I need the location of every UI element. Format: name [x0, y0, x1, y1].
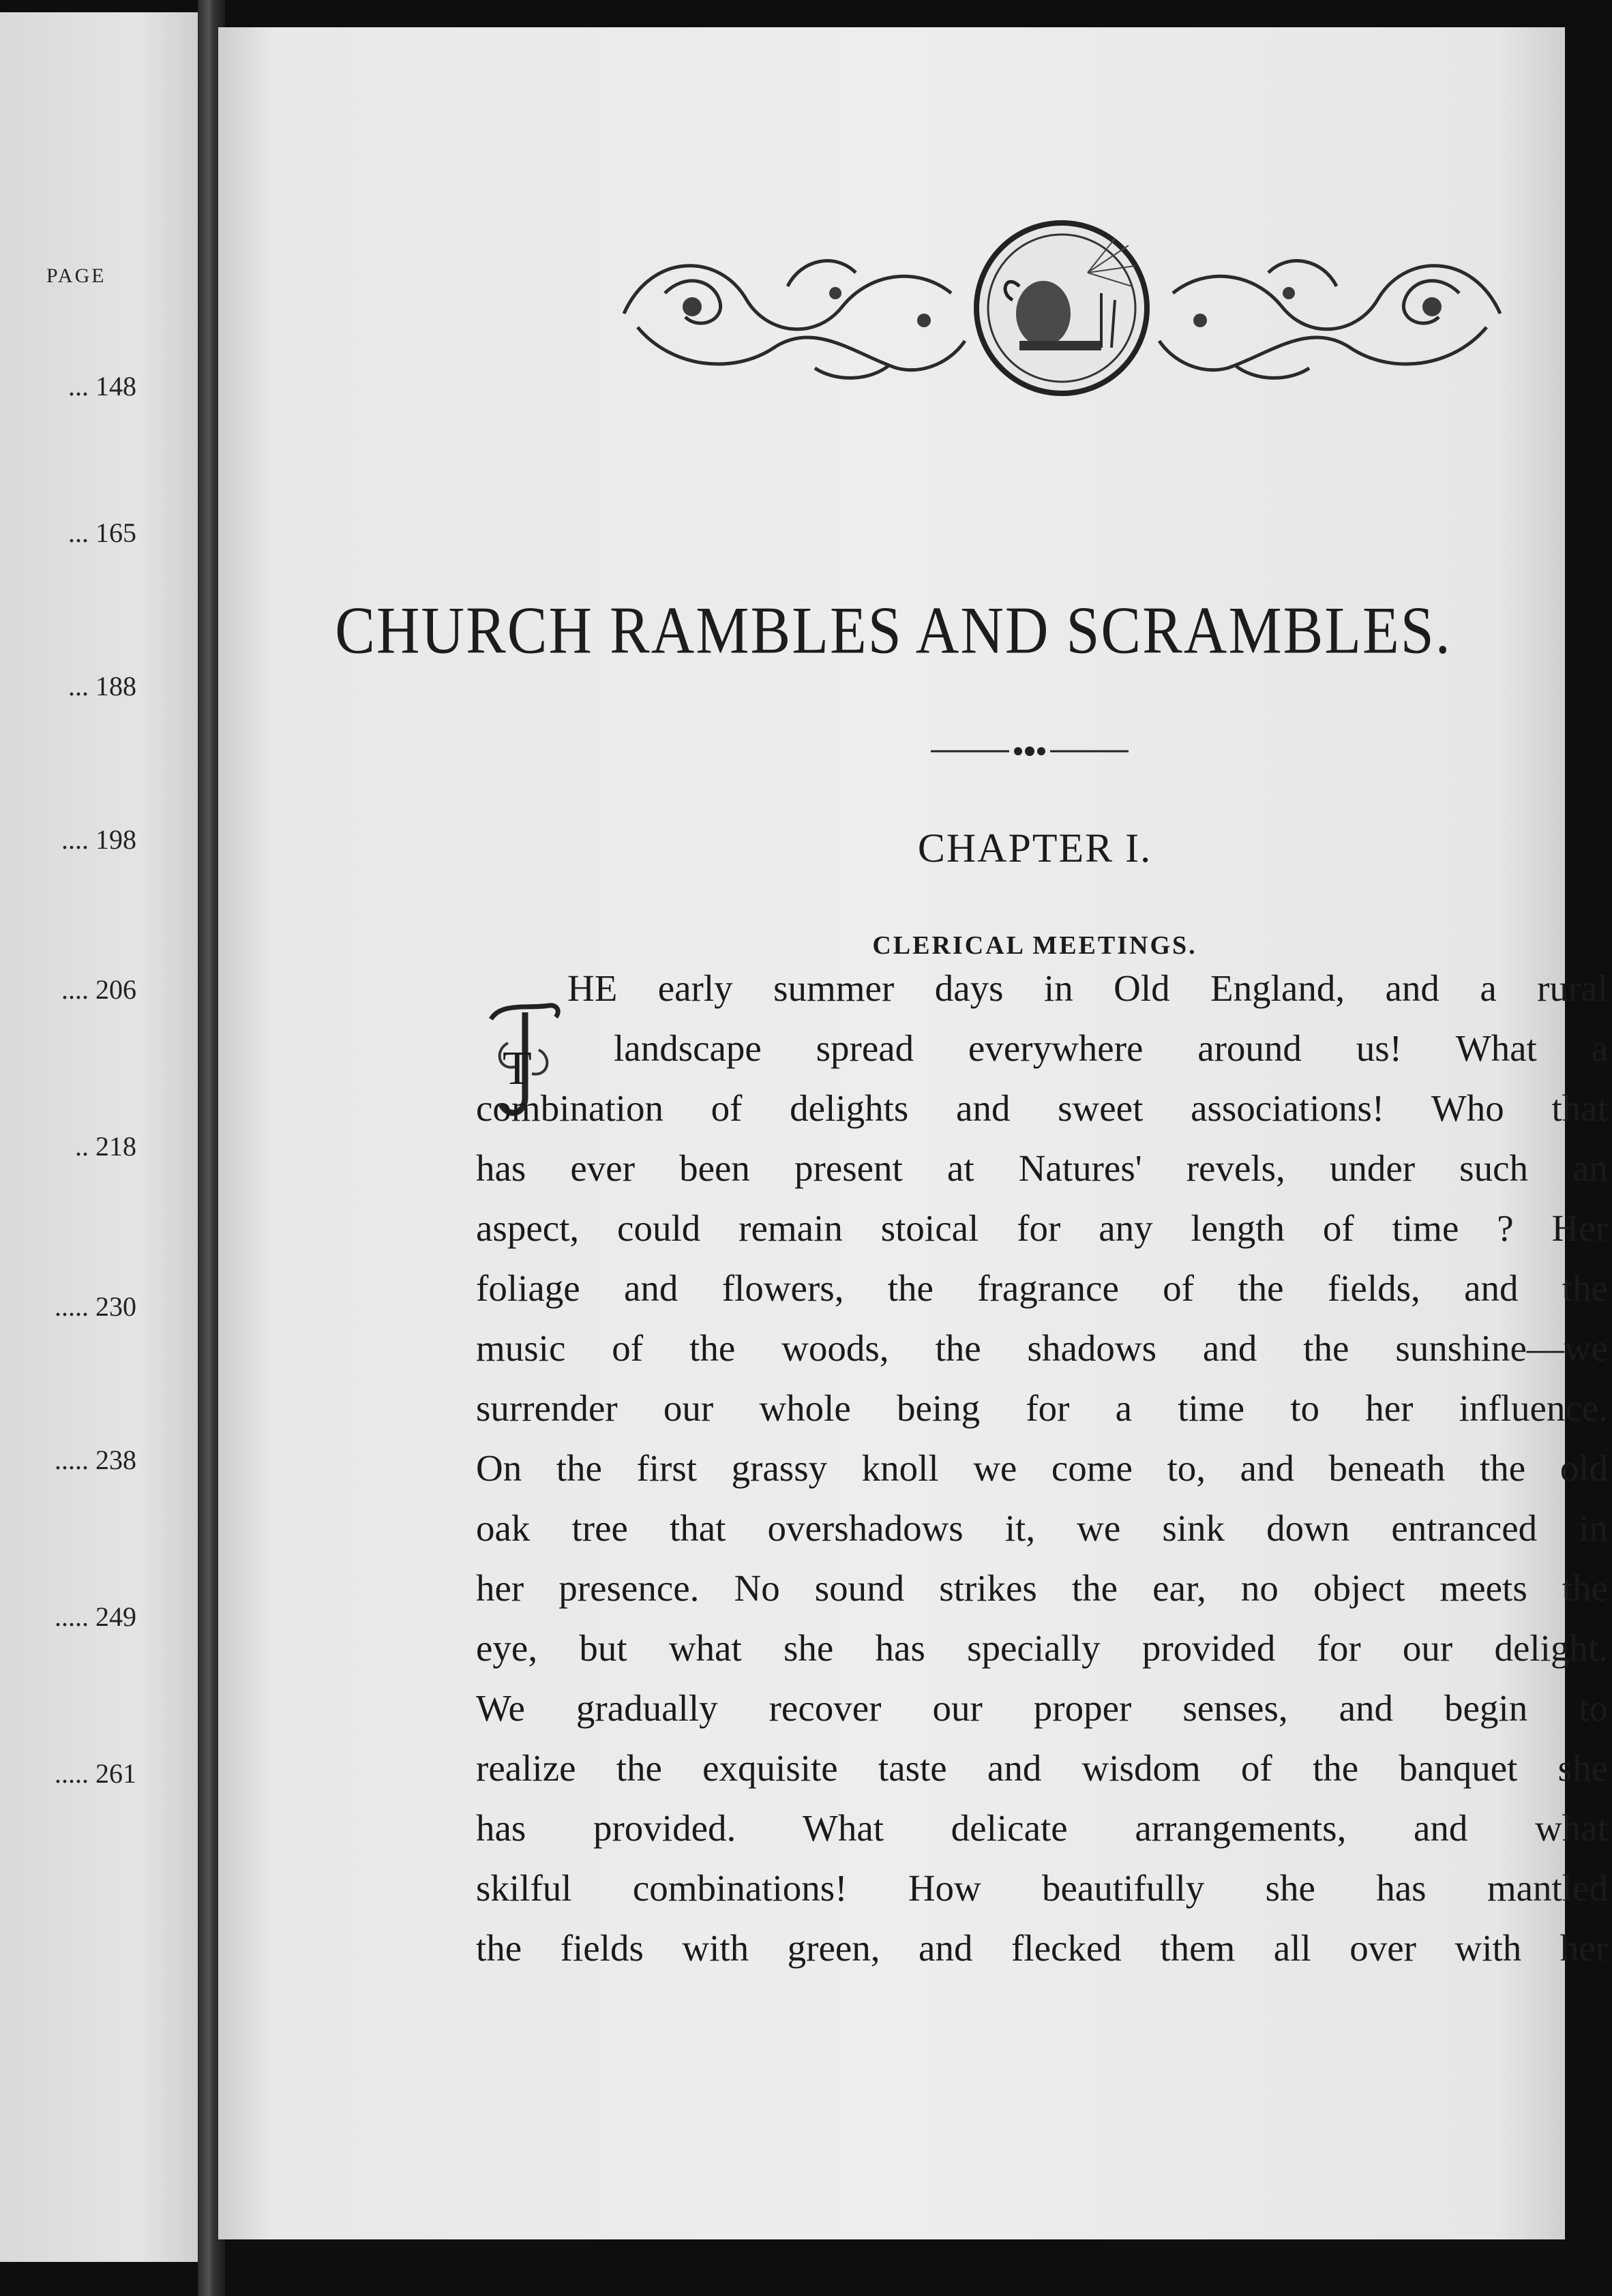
- body-line: has provided. What delicate arrangements, and what: [476, 1807, 1608, 1849]
- body-line: We gradually recover our proper senses, and begin to: [476, 1687, 1608, 1729]
- toc-entry: .... 198: [61, 824, 136, 855]
- toc-entry: ..... 230: [55, 1291, 136, 1322]
- toc-entry: ... 188: [68, 671, 136, 701]
- body-line: On the first grassy knoll we come to, and beneath the old: [476, 1447, 1608, 1489]
- toc-entry: .... 206: [61, 974, 136, 1005]
- chapter-title: CHAPTER I.: [917, 826, 1152, 871]
- toc-entry: ..... 261: [55, 1758, 136, 1789]
- body-line: surrender our whole being for a time to her influence.: [476, 1387, 1608, 1429]
- toc-entry: ..... 249: [55, 1601, 136, 1632]
- body-line: oak tree that overshadows it, we sink down entranced in: [476, 1507, 1608, 1549]
- body-line: skilful combinations! How beautifully she has mantled: [476, 1867, 1608, 1909]
- facing-page: [0, 12, 198, 2262]
- body-line: aspect, could remain stoical for any length of time ? Her: [476, 1207, 1608, 1249]
- page-column-label: PAGE: [46, 265, 106, 287]
- body-line: foliage and flowers, the fragrance of the fields, and the: [476, 1267, 1608, 1309]
- body-line: her presence. No sound strikes the ear, no object meets the: [476, 1567, 1608, 1609]
- toc-entry: ..... 238: [55, 1445, 136, 1475]
- body-line: realize the exquisite taste and wisdom of the banquet she: [476, 1747, 1608, 1789]
- chapter-subtitle: CLERICAL MEETINGS.: [872, 931, 1197, 960]
- body-line: HE early summer days in Old England, and a rural: [567, 967, 1608, 1009]
- main-page: [218, 27, 1608, 2239]
- toc-entry: ... 165: [68, 517, 136, 548]
- ornamental-headpiece: [610, 211, 1514, 406]
- svg-text:T: T: [503, 1042, 532, 1095]
- book-title: CHURCH RAMBLES AND SCRAMBLES.: [335, 594, 1452, 668]
- body-line: music of the woods, the shadows and the sunshine—we: [476, 1327, 1608, 1369]
- title-rule-ornament: [931, 743, 1129, 759]
- toc-entry: ... 148: [68, 371, 136, 402]
- body-line: combination of delights and sweet associations! Who that: [476, 1087, 1608, 1129]
- toc-entry: .. 218: [75, 1131, 136, 1162]
- body-line: eye, but what she has specially provided for our delight.: [476, 1627, 1608, 1669]
- body-line: the fields with green, and flecked them all over with her: [476, 1927, 1608, 1969]
- body-line: landscape spread everywhere around us! What a: [614, 1027, 1608, 1069]
- body-line: has ever been present at Natures' revels, under such an: [476, 1147, 1608, 1189]
